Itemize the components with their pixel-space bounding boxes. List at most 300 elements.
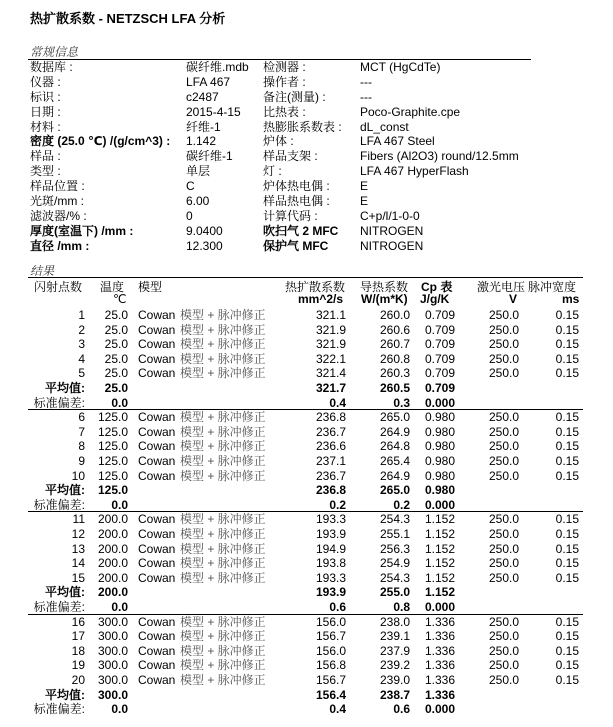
laser-voltage: 250.0 (488, 308, 519, 322)
temperature: 25.0 (104, 351, 128, 366)
average-row (0, 688, 613, 703)
model-name: Cowan (138, 439, 176, 454)
info-value: 单层 (186, 164, 211, 179)
info-label: 样品 : (30, 149, 61, 164)
specific-heat: 0.709 (424, 366, 455, 381)
shot-number: 11 (72, 512, 85, 527)
col-temp-unit: ℃ (113, 292, 127, 306)
info-label: 检测器 : (263, 60, 306, 74)
temperature: 300.0 (97, 643, 128, 658)
info-label: 炉体热电偶 : (263, 179, 330, 194)
pulse-width: 0.15 (555, 308, 579, 322)
model-name: Cowan (138, 424, 176, 439)
pulse-width: 0.15 (555, 424, 579, 439)
model-correction: 模型 + 脉冲修正 (180, 308, 266, 322)
diffusivity: 194.9 (315, 541, 346, 556)
table-row (0, 571, 613, 586)
std-diffusivity: 0.6 (329, 600, 346, 614)
model-name: Cowan (138, 337, 176, 352)
pulse-width: 0.15 (555, 556, 579, 571)
average-label: 平均值: (45, 585, 85, 600)
pulse-width: 0.15 (555, 512, 579, 527)
temperature: 300.0 (97, 673, 128, 687)
table-row (0, 556, 613, 571)
results-table-header (0, 278, 613, 308)
info-label: 操作者 : (263, 74, 306, 89)
avg-temperature: 200.0 (97, 585, 128, 600)
laser-voltage: 250.0 (488, 629, 519, 644)
model-correction: 模型 + 脉冲修正 (180, 454, 266, 468)
info-value: --- (360, 74, 372, 89)
model-correction: 模型 + 脉冲修正 (180, 643, 266, 658)
temperature: 125.0 (97, 424, 128, 439)
laser-voltage: 250.0 (488, 614, 519, 629)
avg-temperature: 125.0 (97, 483, 128, 498)
table-row (0, 629, 613, 644)
std-temperature: 0.0 (111, 497, 128, 512)
temperature: 125.0 (97, 468, 128, 483)
model-correction: 模型 + 脉冲修正 (180, 439, 266, 454)
diffusivity: 156.8 (315, 658, 346, 673)
info-label: 类型 : (30, 164, 61, 179)
pulse-width: 0.15 (555, 351, 579, 366)
std-conductivity: 0.3 (393, 395, 410, 410)
shot-number: 8 (78, 439, 85, 454)
col-cp-header: Cp 表 (421, 280, 453, 294)
model-name: Cowan (138, 658, 176, 673)
pulse-width: 0.15 (555, 527, 579, 541)
temperature: 25.0 (104, 308, 128, 322)
table-row (0, 439, 613, 454)
avg-diffusivity: 193.9 (315, 585, 346, 600)
table-row (0, 512, 613, 527)
pulse-width: 0.15 (555, 643, 579, 658)
info-label: 保护气 MFC (263, 238, 329, 253)
std-dev-row (0, 396, 613, 411)
temperature: 300.0 (97, 614, 128, 629)
shot-number: 13 (71, 541, 85, 556)
specific-heat: 1.336 (424, 614, 455, 629)
specific-heat: 1.152 (424, 570, 455, 585)
model-name: Cowan (138, 527, 176, 541)
table-row (0, 308, 613, 323)
info-value: --- (360, 89, 372, 104)
specific-heat: 0.709 (424, 308, 455, 322)
model-name: Cowan (138, 512, 176, 527)
results-heading: 结果 (30, 264, 55, 278)
model-name: Cowan (138, 614, 176, 629)
std-dev-row (0, 600, 613, 615)
specific-heat: 0.709 (424, 322, 455, 337)
info-label: 直径 /mm : (30, 238, 90, 253)
specific-heat: 1.336 (424, 673, 455, 687)
average-label: 平均值: (45, 687, 85, 702)
shot-number: 7 (78, 424, 85, 439)
table-row (0, 410, 613, 425)
avg-diffusivity: 321.7 (315, 381, 346, 395)
table-row (0, 352, 613, 367)
shot-number: 6 (78, 410, 85, 425)
table-row (0, 542, 613, 557)
model-correction: 模型 + 脉冲修正 (180, 424, 266, 439)
laser-voltage: 250.0 (488, 643, 519, 658)
info-label: 标识 : (30, 89, 61, 104)
table-row (0, 337, 613, 352)
info-label: 厚度(室温下) /mm : (30, 223, 134, 238)
col-shot-header: 闪射点数 (34, 280, 83, 294)
general-info-values-right (360, 60, 519, 254)
pulse-width: 0.15 (555, 439, 579, 454)
col-pulse-header: 脉冲宽度 (528, 280, 577, 294)
specific-heat: 1.152 (424, 556, 455, 571)
specific-heat: 0.980 (424, 410, 455, 425)
shot-number: 20 (71, 673, 85, 687)
info-label: 密度 (25.0 ℃) /(g/cm^3) : (30, 134, 171, 149)
specific-heat: 1.152 (424, 541, 455, 556)
model-name: Cowan (138, 468, 176, 483)
laser-voltage: 250.0 (488, 556, 519, 571)
info-label: 材料 : (30, 119, 61, 134)
temperature: 200.0 (97, 512, 128, 527)
temperature: 200.0 (97, 527, 128, 541)
temperature: 300.0 (97, 629, 128, 644)
info-value: Poco-Graphite.cpe (360, 104, 461, 119)
info-value: NITROGEN (360, 238, 424, 253)
avg-conductivity: 238.7 (379, 687, 410, 702)
info-value: c2487 (186, 89, 219, 104)
table-row (0, 615, 613, 630)
std-dev-label: 标准偏差: (33, 600, 85, 614)
model-name: Cowan (138, 410, 176, 425)
pulse-width: 0.15 (555, 541, 579, 556)
table-row (0, 658, 613, 673)
col-temp-header: 温度 (100, 280, 125, 294)
std-temperature: 0.0 (111, 395, 128, 410)
std-conductivity: 0.8 (393, 600, 410, 614)
specific-heat: 1.336 (424, 629, 455, 644)
laser-voltage: 250.0 (488, 527, 519, 541)
conductivity: 237.9 (379, 643, 410, 658)
model-correction: 模型 + 脉冲修正 (180, 629, 266, 644)
info-value: LFA 467 (186, 74, 231, 89)
shot-number: 2 (78, 322, 85, 337)
avg-specific-heat: 0.980 (424, 483, 455, 498)
pulse-width: 0.15 (555, 468, 579, 483)
conductivity: 254.3 (379, 570, 410, 585)
std-dev-label: 标准偏差: (33, 702, 85, 717)
model-correction: 模型 + 脉冲修正 (180, 366, 266, 381)
info-label: 备注(测量) : (263, 89, 326, 104)
temperature: 200.0 (97, 541, 128, 556)
general-info-heading: 常规信息 (30, 45, 79, 59)
conductivity: 254.3 (379, 512, 410, 527)
info-label: 比热表 : (263, 104, 306, 119)
std-diffusivity: 0.4 (329, 702, 346, 717)
table-row (0, 323, 613, 338)
model-correction: 模型 + 脉冲修正 (180, 541, 266, 556)
info-value: Fibers (Al2O3) round/12.5mm (360, 149, 519, 164)
pulse-width: 0.15 (555, 454, 579, 468)
info-value: 6.00 (186, 194, 210, 209)
laser-voltage: 250.0 (488, 673, 519, 687)
info-value: 纤维-1 (186, 119, 221, 134)
temperature: 300.0 (97, 658, 128, 673)
diffusivity: 321.4 (315, 366, 346, 381)
table-row (0, 469, 613, 484)
report-title: 热扩散系数 - NETZSCH LFA 分析 (30, 11, 226, 26)
table-row (0, 644, 613, 659)
temperature: 200.0 (97, 570, 128, 585)
col-diff-unit: mm^2/s (298, 292, 344, 306)
info-value: 9.0400 (186, 223, 223, 238)
specific-heat: 0.980 (424, 454, 455, 468)
conductivity: 260.8 (379, 351, 410, 366)
diffusivity: 237.1 (315, 454, 346, 468)
std-specific-heat: 0.000 (424, 702, 455, 717)
diffusivity: 156.7 (315, 629, 346, 644)
shot-number: 12 (71, 527, 85, 541)
col-cond-header: 导热系数 (360, 280, 409, 294)
info-value: 碳纤维.mdb (186, 60, 249, 74)
avg-conductivity: 255.0 (379, 585, 410, 600)
shot-number: 9 (78, 454, 85, 468)
info-label: 灯 : (263, 164, 282, 179)
laser-voltage: 250.0 (488, 337, 519, 352)
info-value: LFA 467 Steel (360, 134, 435, 149)
model-correction: 模型 + 脉冲修正 (180, 570, 266, 585)
info-label: 样品热电偶 : (263, 194, 330, 209)
diffusivity: 156.0 (315, 614, 346, 629)
info-value: NITROGEN (360, 223, 424, 238)
std-temperature: 0.0 (111, 702, 128, 717)
model-correction: 模型 + 脉冲修正 (180, 614, 266, 629)
diffusivity: 236.7 (315, 424, 346, 439)
pulse-width: 0.15 (555, 629, 579, 644)
temperature: 25.0 (104, 322, 128, 337)
info-value: E (360, 194, 369, 209)
shot-number: 10 (71, 468, 85, 483)
model-correction: 模型 + 脉冲修正 (180, 527, 266, 541)
model-correction: 模型 + 脉冲修正 (180, 658, 266, 673)
info-label: 吹扫气 2 MFC (263, 223, 339, 238)
pulse-width: 0.15 (555, 410, 579, 425)
average-label: 平均值: (45, 483, 85, 498)
conductivity: 255.1 (379, 527, 410, 541)
model-correction: 模型 + 脉冲修正 (180, 673, 266, 687)
col-model-header: 模型 (138, 280, 163, 294)
info-value: 碳纤维-1 (186, 149, 233, 164)
pulse-width: 0.15 (555, 337, 579, 352)
pulse-width: 0.15 (555, 658, 579, 673)
info-label: 滤波器/% : (30, 208, 87, 223)
col-pulse-unit: ms (562, 292, 580, 306)
info-value: E (360, 179, 369, 194)
std-diffusivity: 0.2 (329, 497, 346, 512)
std-conductivity: 0.6 (393, 702, 410, 717)
table-row (0, 425, 613, 440)
pulse-width: 0.15 (555, 570, 579, 585)
laser-voltage: 250.0 (488, 322, 519, 337)
avg-temperature: 300.0 (97, 687, 128, 702)
conductivity: 260.3 (379, 366, 410, 381)
avg-temperature: 25.0 (104, 381, 128, 395)
model-name: Cowan (138, 322, 176, 337)
shot-number: 1 (78, 308, 85, 322)
shot-number: 15 (71, 570, 85, 585)
avg-diffusivity: 156.4 (315, 687, 346, 702)
info-value: C (186, 179, 195, 194)
avg-specific-heat: 1.336 (424, 687, 455, 702)
info-value: C+p/l/1-0-0 (360, 208, 420, 223)
model-correction: 模型 + 脉冲修正 (180, 337, 266, 352)
laser-voltage: 250.0 (488, 454, 519, 468)
diffusivity: 321.1 (315, 308, 346, 322)
shot-number: 18 (71, 643, 85, 658)
info-label: 日期 : (30, 104, 61, 119)
specific-heat: 1.336 (424, 643, 455, 658)
shot-number: 14 (71, 556, 85, 571)
pulse-width: 0.15 (555, 673, 579, 687)
info-value: 12.300 (186, 238, 223, 253)
std-temperature: 0.0 (111, 600, 128, 614)
avg-specific-heat: 0.709 (424, 381, 455, 395)
laser-voltage: 250.0 (488, 512, 519, 527)
col-diff-header: 热扩散系数 (285, 280, 346, 294)
temperature: 125.0 (97, 454, 128, 468)
specific-heat: 0.980 (424, 424, 455, 439)
info-label: 炉体 : (263, 134, 294, 149)
specific-heat: 0.980 (424, 468, 455, 483)
conductivity: 254.9 (379, 556, 410, 571)
diffusivity: 156.7 (315, 673, 346, 687)
general-info-labels-right (263, 60, 342, 254)
model-correction: 模型 + 脉冲修正 (180, 410, 266, 425)
conductivity: 256.3 (379, 541, 410, 556)
laser-voltage: 250.0 (488, 658, 519, 673)
model-correction: 模型 + 脉冲修正 (180, 556, 266, 571)
model-name: Cowan (138, 308, 176, 322)
conductivity: 260.0 (379, 308, 410, 322)
conductivity: 265.0 (379, 410, 410, 425)
table-row (0, 454, 613, 469)
col-voltage-header: 激光电压 (477, 280, 526, 294)
pulse-width: 0.15 (555, 366, 579, 381)
info-label: 样品位置 : (30, 179, 85, 194)
model-correction: 模型 + 脉冲修正 (180, 468, 266, 483)
col-cond-unit: W/(m*K) (361, 292, 408, 306)
temperature: 125.0 (97, 439, 128, 454)
laser-voltage: 250.0 (488, 351, 519, 366)
conductivity: 260.6 (379, 322, 410, 337)
laser-voltage: 250.0 (488, 541, 519, 556)
conductivity: 238.0 (379, 614, 410, 629)
table-row (0, 527, 613, 542)
general-info-values-left (186, 60, 249, 254)
avg-specific-heat: 1.152 (424, 585, 455, 600)
diffusivity: 321.9 (315, 322, 346, 337)
model-name: Cowan (138, 629, 176, 644)
model-name: Cowan (138, 454, 176, 468)
diffusivity: 193.3 (315, 512, 346, 527)
model-name: Cowan (138, 643, 176, 658)
model-name: Cowan (138, 556, 176, 571)
shot-number: 5 (78, 366, 85, 381)
laser-voltage: 250.0 (488, 468, 519, 483)
laser-voltage: 250.0 (488, 439, 519, 454)
average-row (0, 381, 613, 396)
average-row (0, 483, 613, 498)
std-dev-row (0, 498, 613, 513)
std-conductivity: 0.2 (393, 497, 410, 512)
temperature: 25.0 (104, 337, 128, 352)
conductivity: 260.7 (379, 337, 410, 352)
conductivity: 264.9 (379, 424, 410, 439)
diffusivity: 193.3 (315, 570, 346, 585)
shot-number: 17 (71, 629, 85, 644)
average-row (0, 585, 613, 600)
diffusivity: 321.9 (315, 337, 346, 352)
info-value: 1.142 (186, 134, 217, 149)
model-correction: 模型 + 脉冲修正 (180, 351, 266, 366)
diffusivity: 236.6 (315, 439, 346, 454)
specific-heat: 1.152 (424, 512, 455, 527)
model-correction: 模型 + 脉冲修正 (180, 512, 266, 527)
table-row (0, 366, 613, 381)
temperature: 25.0 (104, 366, 128, 381)
model-name: Cowan (138, 351, 176, 366)
avg-conductivity: 260.5 (379, 381, 410, 395)
conductivity: 265.4 (379, 454, 410, 468)
diffusivity: 236.7 (315, 468, 346, 483)
diffusivity: 322.1 (315, 351, 346, 366)
std-dev-label: 标准偏差: (33, 395, 85, 410)
info-value: LFA 467 HyperFlash (360, 164, 469, 179)
table-row (0, 673, 613, 688)
model-name: Cowan (138, 570, 176, 585)
std-dev-label: 标准偏差: (33, 497, 85, 512)
info-value: 2015-4-15 (186, 104, 241, 119)
laser-voltage: 250.0 (488, 424, 519, 439)
temperature: 200.0 (97, 556, 128, 571)
temperature: 125.0 (97, 410, 128, 425)
avg-conductivity: 265.0 (379, 483, 410, 498)
std-diffusivity: 0.4 (329, 395, 346, 410)
pulse-width: 0.15 (555, 322, 579, 337)
info-label: 样品支架 : (263, 149, 318, 164)
shot-number: 3 (78, 337, 85, 352)
laser-voltage: 250.0 (488, 570, 519, 585)
laser-voltage: 250.0 (488, 410, 519, 425)
std-specific-heat: 0.000 (424, 497, 455, 512)
info-label: 仪器 : (30, 74, 61, 89)
model-correction: 模型 + 脉冲修正 (180, 322, 266, 337)
model-name: Cowan (138, 673, 176, 687)
general-info-labels-left (30, 60, 170, 254)
avg-diffusivity: 236.8 (315, 483, 346, 498)
pulse-width: 0.15 (555, 614, 579, 629)
info-label: 热膨胀系数表 : (263, 119, 342, 134)
info-value: MCT (HgCdTe) (360, 60, 441, 74)
laser-voltage: 250.0 (488, 366, 519, 381)
conductivity: 264.9 (379, 468, 410, 483)
conductivity: 239.2 (379, 658, 410, 673)
info-value: dL_const (360, 119, 409, 134)
std-dev-row (0, 702, 613, 717)
info-label: 光斑/mm : (30, 194, 84, 209)
specific-heat: 0.709 (424, 351, 455, 366)
diffusivity: 236.8 (315, 410, 346, 425)
diffusivity: 193.9 (315, 527, 346, 541)
